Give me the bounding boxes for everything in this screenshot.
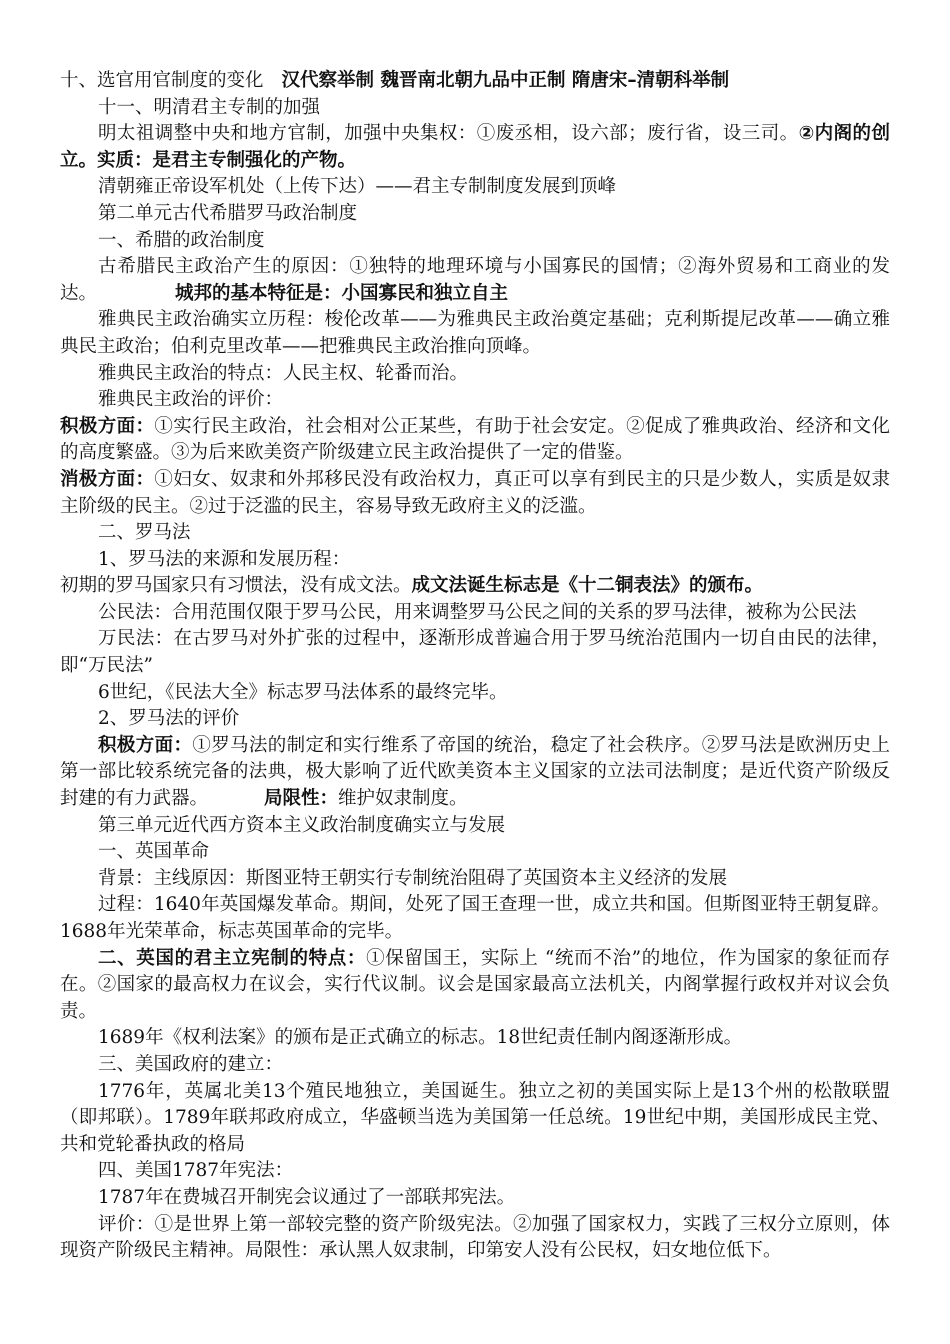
text-greek-causes: 古希腊民主政治产生的原因：①独特的地理环境与小国寡民的国情；②海外贸易和工商业的发达。 [60,256,890,304]
heading-roman-law-origin: 1、罗马法的来源和发展历程： [98,548,351,570]
paragraph-civil-law: 公民法：合用范围仅限于罗马公民，用来调整罗马公民之间的关系的罗马法律，被称为公民法 [98,601,857,623]
paragraph-athens-evaluation: 雅典民主政治的评价： [98,389,284,411]
bold-positive-label: 积极方面： [60,415,155,437]
bold-negative-label: 消极方面： [60,468,155,490]
heading-unit-two: 第二单元古代希腊罗马政治制度 [98,202,358,224]
heading-roman-law-evaluation: 2、罗马法的评价 [98,708,240,730]
bold-selection-systems: 汉代察举制 魏晋南北朝九品中正制 隋唐宋–清朝科举制 [281,70,730,91]
bold-city-state: 城邦的基本特征是：小国寡民和独立自主 [175,282,509,304]
bold-twelve-tables: 成文法诞生标志是《十二铜表法》的颁布。 [411,575,764,597]
document-body [60,68,890,1265]
text-monarchy-features: ①保留国王，实际上 “统而不治”的地位，作为国家的象征而存在。②国家的最高权力在议会，实行代议制。议会是国家最高立法机关，内阁掌握行政权并对议会负责。 [60,947,890,1022]
paragraph-athens-positive [60,414,890,467]
text-athens-negative: ①妇女、奴隶和外邦移民没有政治权力，真正可以享有到民主的只是少数人，实质是奴隶主阶级的民主。②过于泛滥的民主，容易导致无政府主义的泛滥。 [60,468,890,517]
paragraph-written-law [60,573,890,600]
paragraph-athens-negative [60,467,890,520]
text-roman-positive: ①罗马法的制定和实行维系了帝国的统治，稳定了社会秩序。②罗马法是欧洲历史上第一部比较系统完备的法典，极大影响了近代欧美资本主义国家的立法司法制度；是近代资产阶级反封建的有力武器。 [60,734,890,810]
paragraph-law-of-nations: 万民法：在古罗马对外扩张的过程中，逐渐形成普遍合用于罗马统治范围内一切自由民的法律，即“万民法” [60,628,890,677]
heading-greek-politics: 一、希腊的政治制度 [98,229,265,251]
paragraph-ming-taizu [60,121,890,174]
paragraph-junjichu: 清朝雍正帝设军机处（上传下达）——君主专制制度发展到顶峰 [98,176,617,198]
bold-monarchy-heading: 二、英国的君主立宪制的特点： [98,947,367,969]
bold-roman-positive-label: 积极方面： [98,734,193,756]
paragraph-constitutional-monarchy [60,946,890,1026]
bold-cabinet: ②内阁的创立。实质：是君主专制强化的产物。 [60,123,890,171]
paragraph-roman-law-positive [60,733,890,813]
heading-us-government: 三、美国政府的建立： [98,1053,284,1075]
heading-us-constitution: 四、美国1787年宪法： [98,1160,294,1182]
text-limitation: 维护奴隶制度。 [338,788,468,810]
text-athens-positive: ①实行民主政治，社会相对公正某些，有助于社会安定。②促成了雅典政治、经济和文化的高度繁盛。③为后来欧美资产阶级建立民主政治提供了一定的借鉴。 [60,415,890,464]
paragraph-greek-causes [60,254,890,307]
text-ming-taizu: 明太祖调整中央和地方官制，加强中央集权：①废丞相，设六部；废行省，设三司。 [98,123,799,145]
paragraph-constitution-evaluation: 评价：①是世界上第一部较完整的资产阶级宪法。②加强了国家权力，实践了三权分立原则，体现资产阶级民主精神。局限性：承认黑人奴隶制，印第安人没有公民权，妇女地位低下。 [60,1213,890,1262]
heading-english-revolution: 一、英国革命 [98,841,210,863]
paragraph-revolution-background: 背景：主线原因：斯图亚特王朝实行专制统治阻碍了英国资本主义经济的发展 [98,867,728,889]
paragraph-official-selection [60,68,890,95]
bold-limitation-label: 局限性： [264,788,339,810]
paragraph-corpus-juris: 6世纪，《民法大全》标志罗马法体系的最终完毕。 [98,681,508,703]
text-customary-law: 初期的罗马国家只有习惯法，没有成文法。 [60,575,412,597]
heading-roman-law: 二、罗马法 [98,522,191,544]
paragraph-athens-reforms: 雅典民主政治确实立历程：梭伦改革——为雅典民主政治奠定基础；克利斯提尼改革——确立雅典民主政治；伯利克里改革——把雅典民主政治推向顶峰。 [60,309,890,357]
paragraph-athens-features: 雅典民主政治的特点：人民主权、轮番而治。 [98,362,469,384]
heading-ming-qing: 十一、明清君主专制的加强 [98,96,321,118]
paragraph-revolution-process: 过程：1640年英国爆发革命。期间，处死了国王查理一世，成立共和国。但斯图亚特王朝复辟。1688年光荣革命，标志英国革命的完毕。 [60,894,890,942]
heading-unit-three: 第三单元近代西方资本主义政治制度确实立与发展 [98,814,506,836]
paragraph-bill-of-rights: 1689年《权利法案》的颁布是正式确立的标志。18世纪责任制内阁逐渐形成。 [98,1027,743,1049]
paragraph-us-founding: 1776年，英属北美13个殖民地独立，美国诞生。独立之初的美国实际上是13个州的松散联盟（即邦联）。1789年联邦政府成立，华盛顿当选为美国第一任总统。19世纪中期，美国形成民主党、共和党轮番执政的格局 [60,1080,890,1155]
heading-official-selection: 十、选官用官制度的变化 [60,70,264,91]
paragraph-philadelphia-convention: 1787年在费城召开制宪会议通过了一部联邦宪法。 [98,1186,516,1208]
